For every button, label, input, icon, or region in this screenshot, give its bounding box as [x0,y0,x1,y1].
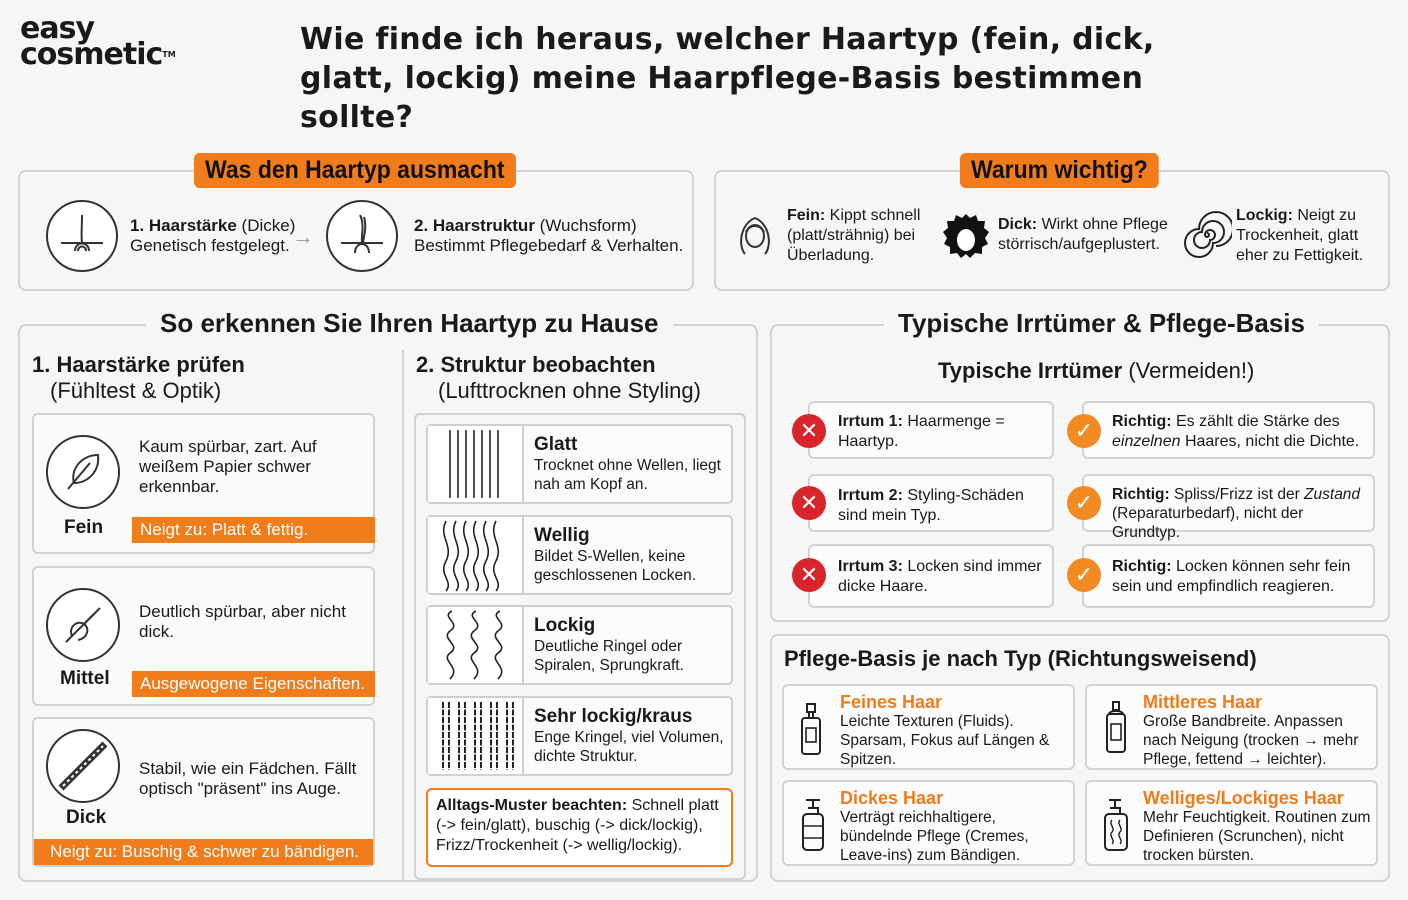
pflege-card-lockig [1085,780,1378,866]
hair-root-icon [326,200,398,272]
struktur-card-lockig [426,605,733,685]
staerke-label: Dick [66,807,107,828]
pflege-text: Dickes Haar Verträgt reichhaltigere, bündelnde Pflege (Cremes, Leave-ins) zum Bändigen. [840,788,1029,864]
fine-hair-face-icon [730,210,780,265]
pflege-text: Feines Haar Leichte Texturen (Fluids). Sparsam, Fokus auf Längen & Spitzen. [840,692,1050,768]
haartyp-badge: Was den Haartyp ausmacht [194,153,516,188]
feather-icon [46,435,120,509]
dropper-bottle-icon [1103,700,1129,761]
staerke-label: Fein [64,517,104,538]
pflege-card-dick [782,780,1075,866]
check-icon: ✓ [1067,558,1101,592]
staerke-description: Kaum spürbar, zart. Auf weißem Papier schwer erkennbar. [139,437,317,496]
struktur-card-kraus [426,696,733,776]
struktur-column-title: 2. Struktur beobachten (Lufttrocknen ohne Styling) [416,352,701,403]
pflege-card-fein [782,684,1075,770]
straight-hair-icon [428,426,524,502]
warum-fein-text: Fein: Kippt schnell (platt/strähnig) bei Überladung. [787,207,921,264]
correct-text: Richtig: Spliss/Frizz ist der Zustand (Reparaturbedarf), nicht der Grundtyp. [1112,486,1361,541]
hair-follicle-icon [46,200,118,272]
check-icon: ✓ [1067,486,1101,520]
x-icon: ✕ [792,414,826,448]
irrtuemer-subheading: Typische Irrtümer (Vermeiden!) [938,358,1255,383]
curl-spiral-icon [1182,210,1232,265]
page-title: Wie finde ich heraus, welcher Haartyp (fein, dick, glatt, lockig) meine Haarpflege-Basis bestimmen sollte? [300,22,1155,135]
alltag-hint-box: Alltags-Muster beachten: Schnell platt (-> fein/glatt), buschig (-> dick/lockig), Frizz/Trockenheit (-> wellig/lockig). [426,788,733,867]
wavy-hair-icon [428,517,524,593]
staerke-card-fein [32,413,375,554]
staerke-tendency-bar: Ausgewogene Eigenschaften. [132,671,375,697]
column-divider [402,350,404,880]
staerke-description: Stabil, wie ein Fädchen. Fällt optisch "präsent" ins Auge. [139,759,357,798]
cream-bottle-icon [798,796,828,859]
logo-line-2: cosmetic™ [20,37,176,72]
x-icon: ✕ [792,558,826,592]
myth-text: Irrtum 3: Locken sind immer dicke Haare. [838,558,1042,595]
brand-logo [20,11,176,72]
haarstruktur-text: 2. Haarstruktur (Wuchsform) Bestimmt Pflegebedarf & Verhalten. [414,216,684,255]
struktur-text: Wellig Bildet S-Wellen, keine geschlossenen Locken. [534,525,697,584]
staerke-label: Mittel [60,668,110,689]
pflege-text: Mittleres Haar Große Bandbreite. Anpassen nach Neigung (trocken → mehr Pflege, fettend → leichter). [1143,692,1359,768]
pflege-text: Welliges/Lockiges Haar Mehr Feuchtigkeit. Routinen zum Definieren (Scrunchen), nicht trocken bürsten. [1143,788,1371,864]
myth-text: Irrtum 1: Haarmenge = Haartyp. [838,413,1005,450]
logo-line-1: easy [20,11,95,46]
warum-badge: Warum wichtig? [960,153,1159,188]
coily-hair-icon [428,698,524,774]
thick-hair-face-icon [940,210,992,267]
warum-dick-text: Dick: Wirkt ohne Pflege störrisch/aufgeplustert. [998,216,1168,253]
staerke-column-title: 1. Haarstärke prüfen (Fühltest & Optik) [32,352,245,403]
check-icon: ✓ [1067,414,1101,448]
struktur-card-glatt [426,424,733,504]
staerke-description: Deutlich spürbar, aber nicht dick. [139,602,346,641]
fingers-pinch-icon [46,588,120,662]
curly-hair-icon [428,607,524,683]
curl-cream-bottle-icon [1101,796,1131,859]
staerke-card-dick [32,717,375,867]
x-icon: ✕ [792,486,826,520]
struktur-text: Glatt Trocknet ohne Wellen, liegt nah am Kopf an. [534,434,721,493]
haarstaerke-text: 1. Haarstärke (Dicke) Genetisch festgelegt. [130,216,296,255]
correct-text: Richtig: Es zählt die Stärke des einzelnen Haares, nicht die Dichte. [1112,413,1360,450]
erkennen-heading: So erkennen Sie Ihren Haartyp zu Hause [146,308,673,339]
staerke-tendency-bar: Neigt zu: Buschig & schwer zu bändigen. [34,839,373,865]
staerke-card-mittel [32,566,375,706]
pflege-heading: Pflege-Basis je nach Typ (Richtungsweisend) [784,646,1257,671]
thread-strand-icon [46,729,120,803]
correct-text: Richtig: Locken können sehr fein sein und empfindlich reagieren. [1112,558,1351,595]
pflege-card-mittel [1085,684,1378,770]
trademark: TM [162,50,176,59]
pump-bottle-icon [798,702,824,761]
struktur-text: Sehr lockig/kraus Enge Kringel, viel Volumen, dichte Struktur. [534,706,724,765]
arrow-right-icon: → [292,224,314,249]
struktur-card-wellig [426,515,733,595]
irrtuemer-heading: Typische Irrtümer & Pflege-Basis [884,308,1319,339]
staerke-tendency-bar: Neigt zu: Platt & fettig. [132,517,375,543]
warum-lockig-text: Lockig: Neigt zu Trockenheit, glatt eher zu Fettigkeit. [1236,207,1364,264]
struktur-text: Lockig Deutliche Ringel oder Spiralen, Sprungkraft. [534,615,684,674]
myth-text: Irrtum 2: Styling-Schäden sind mein Typ. [838,487,1024,524]
